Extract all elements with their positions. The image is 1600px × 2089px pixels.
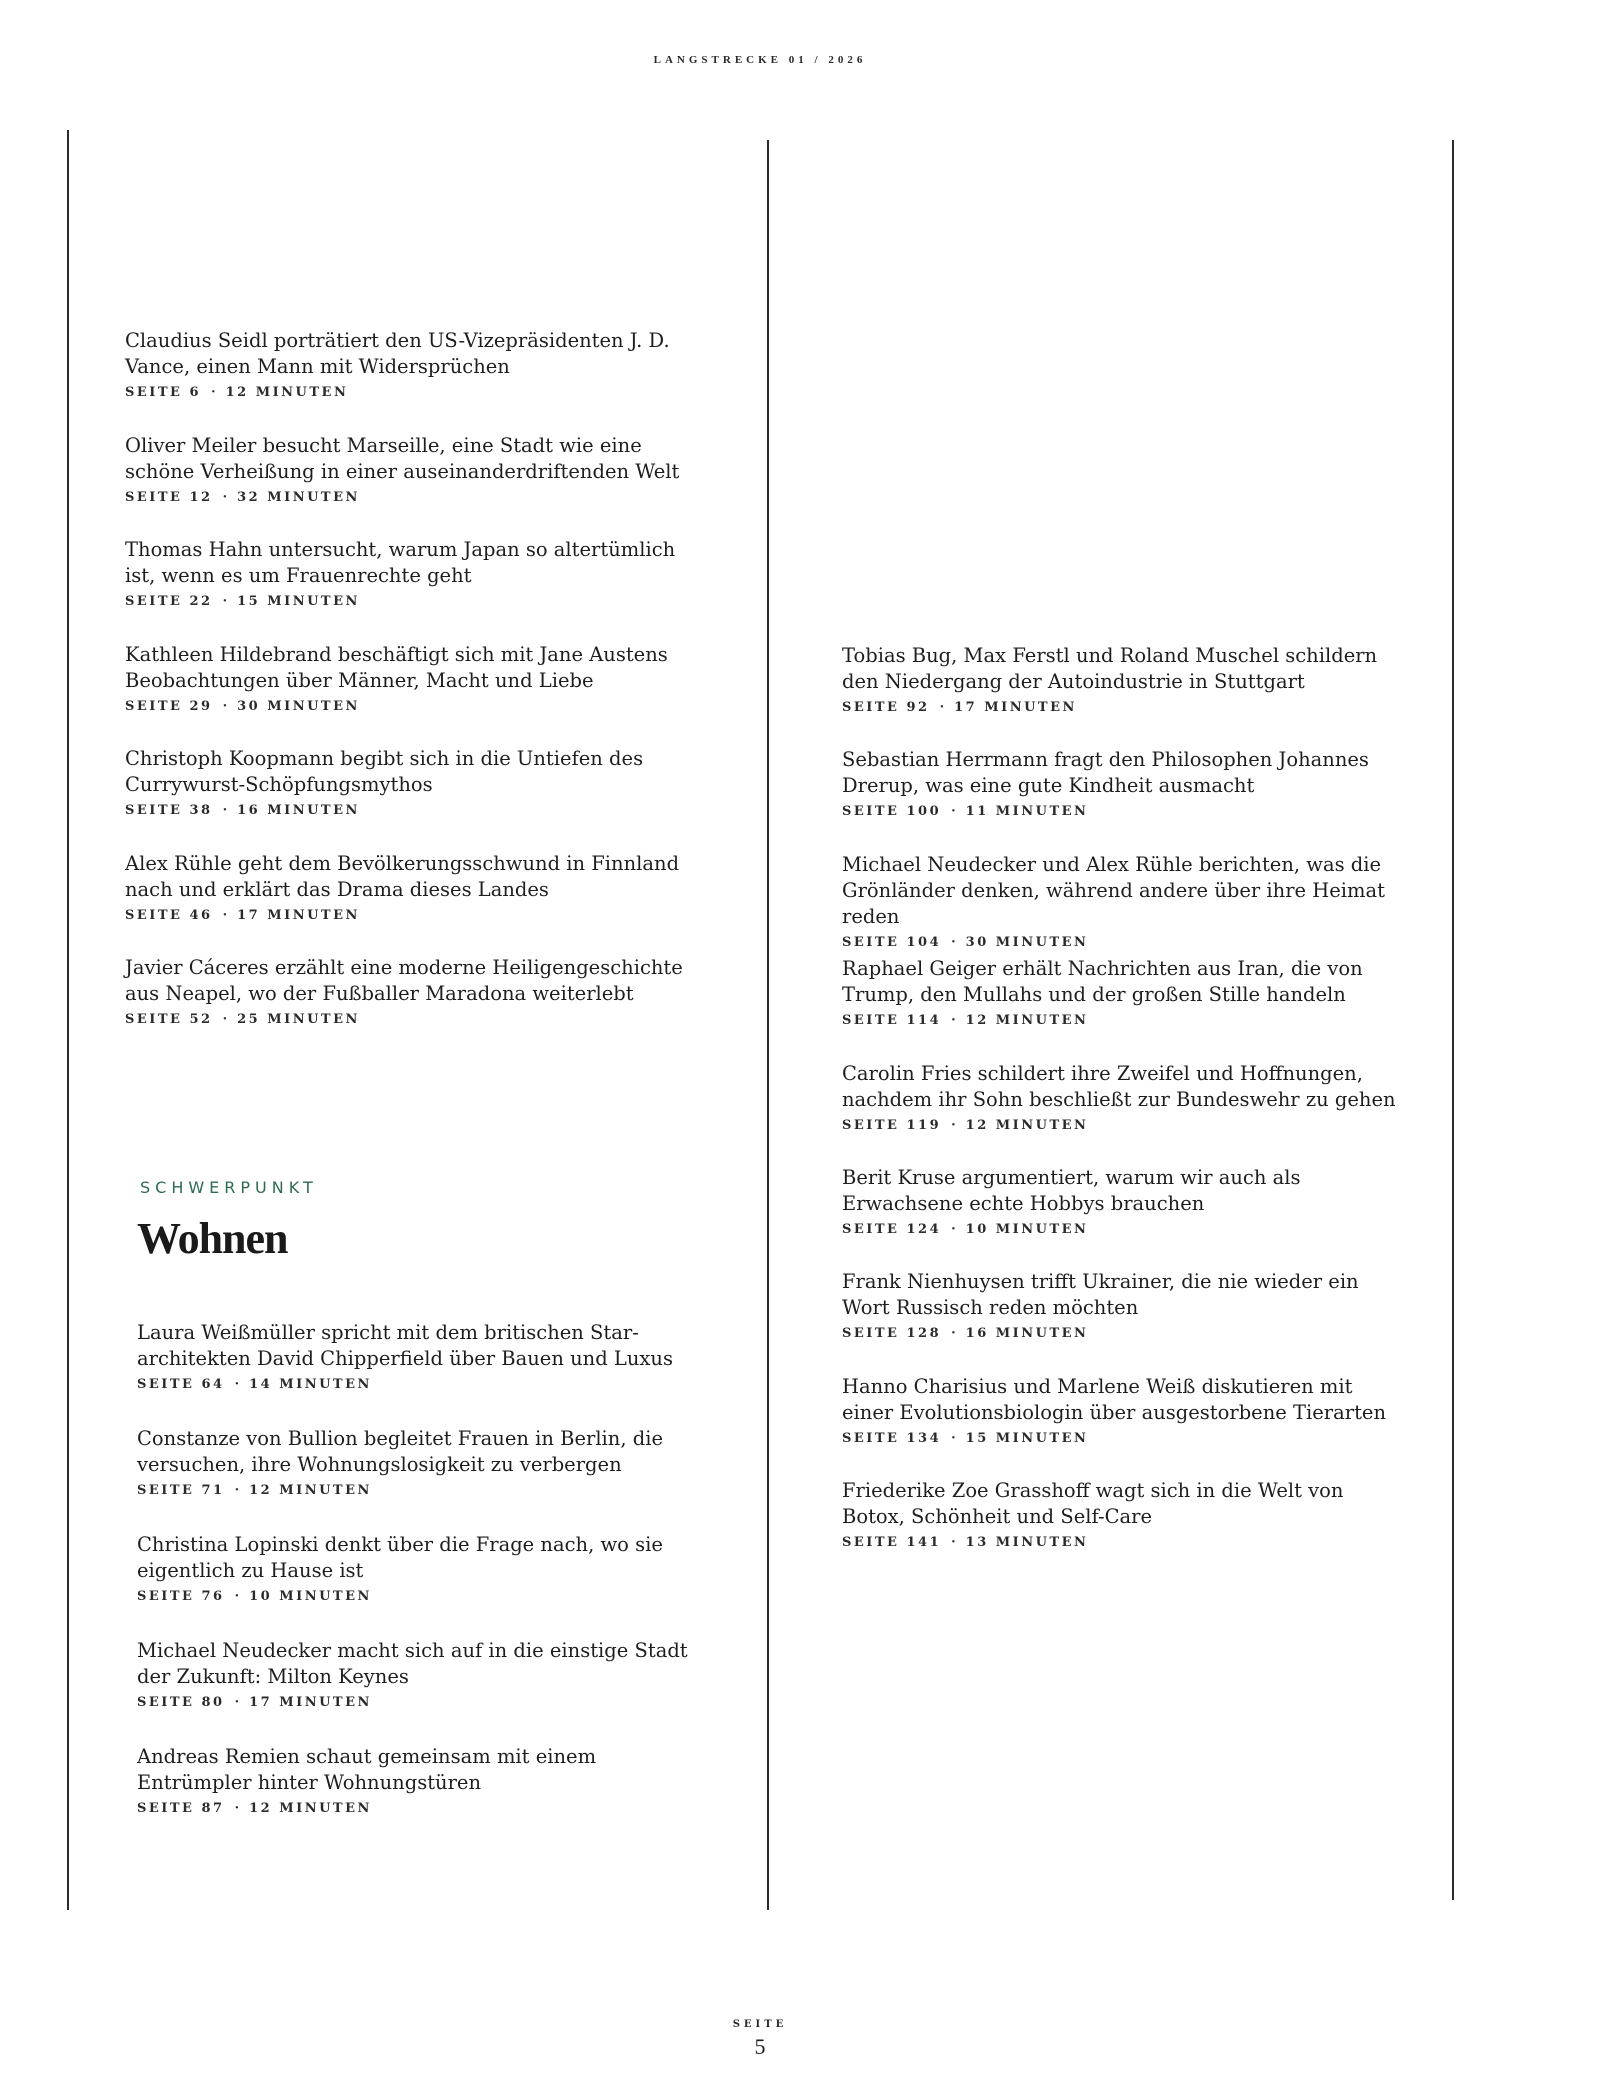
entry-reading-time: 30 MINUTEN <box>237 699 360 714</box>
entry-reading-time: 30 MINUTEN <box>965 935 1089 950</box>
entry-page: SEITE 22 <box>125 594 213 609</box>
entry-reading-time: 15 MINUTEN <box>237 594 360 609</box>
entry-reading-time: 14 MINUTEN <box>249 1377 372 1392</box>
entry-meta: SEITE 128 · 16 MINUTEN <box>842 1326 1089 1341</box>
entry-reading-time: 15 MINUTEN <box>965 1431 1089 1446</box>
entry-page: SEITE 46 <box>125 908 213 923</box>
toc-entry[interactable] <box>125 328 725 400</box>
entry-reading-time: 13 MINUTEN <box>965 1535 1089 1550</box>
entry-teaser: Oliver Meiler besucht Marseille, eine Stadt wie eine schöne Verheißung in einer auseinanderdriftenden Welt <box>125 434 680 483</box>
entry-page: SEITE 128 <box>842 1326 942 1341</box>
entry-page: SEITE 104 <box>842 935 942 950</box>
toc-entry[interactable] <box>125 746 725 818</box>
entry-reading-time: 12 MINUTEN <box>965 1118 1089 1133</box>
toc-entry[interactable] <box>842 1061 1442 1133</box>
entry-meta: SEITE 6 · 12 MINUTEN <box>125 385 349 400</box>
toc-entry[interactable] <box>842 747 1442 819</box>
entry-teaser: Michael Neudecker und Alex Rühle berichten, was die Grönländer denken, während andere über ihre Heimat reden <box>842 853 1385 928</box>
entry-meta: SEITE 119 · 12 MINUTEN <box>842 1118 1089 1133</box>
toc-entry[interactable] <box>137 1638 737 1710</box>
toc-entry[interactable] <box>842 956 1442 1028</box>
entry-teaser: Thomas Hahn untersucht, warum Japan so altertümlich ist, wenn es um Frauenrechte geht <box>125 538 676 587</box>
entry-page: SEITE 141 <box>842 1535 942 1550</box>
entry-meta: SEITE 38 · 16 MINUTEN <box>125 803 360 818</box>
entry-teaser: Christoph Koopmann begibt sich in die Untiefen des Currywurst-Schöpfungsmythos <box>125 747 644 796</box>
footer-page-number: 5 <box>754 2034 766 2059</box>
footer-page-label: SEITE <box>732 2019 788 2030</box>
entry-reading-time: 10 MINUTEN <box>249 1589 372 1604</box>
entry-teaser: Michael Neudecker macht sich auf in die einstige Stadt der Zukunft: Milton Keynes <box>137 1639 688 1688</box>
entry-reading-time: 16 MINUTEN <box>965 1326 1089 1341</box>
toc-entry[interactable] <box>842 852 1442 950</box>
entry-teaser: Kathleen Hildebrand beschäftigt sich mit Jane Austens Beobachtungen über Männer, Macht und Liebe <box>125 643 668 692</box>
entry-meta: SEITE 124 · 10 MINUTEN <box>842 1222 1089 1237</box>
entry-teaser: Tobias Bug, Max Ferstl und Roland Muschel schildern den Niedergang der Autoindustrie in Stuttgart <box>842 644 1378 693</box>
entry-page: SEITE 119 <box>842 1118 942 1133</box>
entry-meta: SEITE 87 · 12 MINUTEN <box>137 1801 372 1816</box>
entry-meta: SEITE 29 · 30 MINUTEN <box>125 699 360 714</box>
toc-entry[interactable] <box>842 1374 1442 1446</box>
entry-teaser: Andreas Remien schaut gemeinsam mit einem Entrümpler hinter Wohnungstüren <box>137 1745 597 1794</box>
toc-entry[interactable] <box>842 643 1442 715</box>
entry-reading-time: 16 MINUTEN <box>237 803 360 818</box>
toc-entry[interactable] <box>125 642 725 714</box>
entry-page: SEITE 87 <box>137 1801 225 1816</box>
entry-teaser: Laura Weißmüller spricht mit dem britischen Star-architekten David Chipperfield über Bauen und Luxus <box>137 1321 673 1370</box>
entry-page: SEITE 71 <box>137 1483 225 1498</box>
running-header: LANGSTRECKE 01 / 2026 <box>653 54 867 66</box>
entry-teaser: Carolin Fries schildert ihre Zweifel und Hoffnungen, nachdem ihr Sohn beschließt zur Bundeswehr zu gehen <box>842 1062 1396 1111</box>
entry-page: SEITE 29 <box>125 699 213 714</box>
entry-meta: SEITE 76 · 10 MINUTEN <box>137 1589 372 1604</box>
entry-meta: SEITE 134 · 15 MINUTEN <box>842 1431 1089 1446</box>
entry-meta: SEITE 12 · 32 MINUTEN <box>125 490 360 505</box>
toc-entry[interactable] <box>125 537 725 609</box>
entry-teaser: Raphael Geiger erhält Nachrichten aus Iran, die von Trump, den Mullahs und der großen Stille handeln <box>842 957 1363 1006</box>
entry-meta: SEITE 52 · 25 MINUTEN <box>125 1012 360 1027</box>
entry-reading-time: 17 MINUTEN <box>237 908 360 923</box>
entry-meta: SEITE 80 · 17 MINUTEN <box>137 1695 372 1710</box>
toc-entry[interactable] <box>137 1426 737 1498</box>
toc-entry[interactable] <box>125 433 725 505</box>
entry-teaser: Berit Kruse argumentiert, warum wir auch als Erwachsene echte Hobbys brauchen <box>842 1166 1301 1215</box>
entry-meta: SEITE 46 · 17 MINUTEN <box>125 908 360 923</box>
entry-page: SEITE 124 <box>842 1222 942 1237</box>
toc-entry[interactable] <box>842 1269 1442 1341</box>
entry-page: SEITE 134 <box>842 1431 942 1446</box>
entry-reading-time: 12 MINUTEN <box>225 385 349 400</box>
entry-teaser: Constanze von Bullion begleitet Frauen in Berlin, die versuchen, ihre Wohnungslosigkeit zu verbergen <box>137 1427 664 1476</box>
entry-teaser: Javier Cáceres erzählt eine moderne Heiligengeschichte aus Neapel, wo der Fußballer Maradona weiterlebt <box>125 956 683 1005</box>
entry-meta: SEITE 22 · 15 MINUTEN <box>125 594 360 609</box>
entry-meta: SEITE 71 · 12 MINUTEN <box>137 1483 372 1498</box>
toc-entry[interactable] <box>125 851 725 923</box>
entry-reading-time: 17 MINUTEN <box>954 700 1077 715</box>
toc-entry[interactable] <box>125 955 725 1027</box>
entry-teaser: Friederike Zoe Grasshoff wagt sich in die Welt von Botox, Schönheit und Self-Care <box>842 1479 1344 1528</box>
entry-teaser: Christina Lopinski denkt über die Frage nach, wo sie eigentlich zu Hause ist <box>137 1533 663 1582</box>
entry-teaser: Alex Rühle geht dem Bevölkerungsschwund in Finnland nach und erklärt das Drama dieses Landes <box>125 852 680 901</box>
entry-meta: SEITE 141 · 13 MINUTEN <box>842 1535 1089 1550</box>
entry-meta: SEITE 104 · 30 MINUTEN <box>842 935 1089 950</box>
entry-page: SEITE 114 <box>842 1013 942 1028</box>
entry-teaser: Sebastian Herrmann fragt den Philosophen Johannes Drerup, was eine gute Kindheit ausmacht <box>842 748 1369 797</box>
entry-page: SEITE 100 <box>842 804 942 819</box>
entry-teaser: Claudius Seidl porträtiert den US-Vizepräsidenten J. D. Vance, einen Mann mit Widersprüchen <box>125 329 670 378</box>
entry-page: SEITE 38 <box>125 803 213 818</box>
section-kicker: SCHWERPUNKT <box>140 1178 318 1197</box>
entry-page: SEITE 80 <box>137 1695 225 1710</box>
entry-meta: SEITE 64 · 14 MINUTEN <box>137 1377 372 1392</box>
entry-page: SEITE 6 <box>125 385 202 400</box>
entry-meta: SEITE 92 · 17 MINUTEN <box>842 700 1077 715</box>
entry-reading-time: 10 MINUTEN <box>965 1222 1089 1237</box>
toc-entry[interactable] <box>842 1478 1442 1550</box>
entry-page: SEITE 12 <box>125 490 213 505</box>
entry-page: SEITE 52 <box>125 1012 213 1027</box>
entry-reading-time: 11 MINUTEN <box>965 804 1089 819</box>
left-column-rule <box>67 130 69 1910</box>
entry-reading-time: 32 MINUTEN <box>237 490 360 505</box>
entry-reading-time: 17 MINUTEN <box>249 1695 372 1710</box>
entry-reading-time: 12 MINUTEN <box>249 1483 372 1498</box>
toc-entry[interactable] <box>137 1744 737 1816</box>
right-column-rule <box>1452 140 1454 1900</box>
entry-reading-time: 25 MINUTEN <box>237 1012 360 1027</box>
section-title: Wohnen <box>137 1214 288 1263</box>
entry-reading-time: 12 MINUTEN <box>249 1801 372 1816</box>
toc-entry[interactable] <box>137 1320 737 1392</box>
entry-page: SEITE 92 <box>842 700 930 715</box>
entry-page: SEITE 76 <box>137 1589 225 1604</box>
entry-reading-time: 12 MINUTEN <box>965 1013 1089 1028</box>
entry-page: SEITE 64 <box>137 1377 225 1392</box>
entry-teaser: Frank Nienhuysen trifft Ukrainer, die nie wieder ein Wort Russisch reden möchten <box>842 1270 1359 1319</box>
entry-meta: SEITE 100 · 11 MINUTEN <box>842 804 1089 819</box>
toc-entry[interactable] <box>842 1165 1442 1237</box>
middle-column-rule <box>767 140 769 1910</box>
toc-entry[interactable] <box>137 1532 737 1604</box>
entry-meta: SEITE 114 · 12 MINUTEN <box>842 1013 1089 1028</box>
entry-teaser: Hanno Charisius und Marlene Weiß diskutieren mit einer Evolutionsbiologin über ausgestorbene Tierarten <box>842 1375 1387 1424</box>
